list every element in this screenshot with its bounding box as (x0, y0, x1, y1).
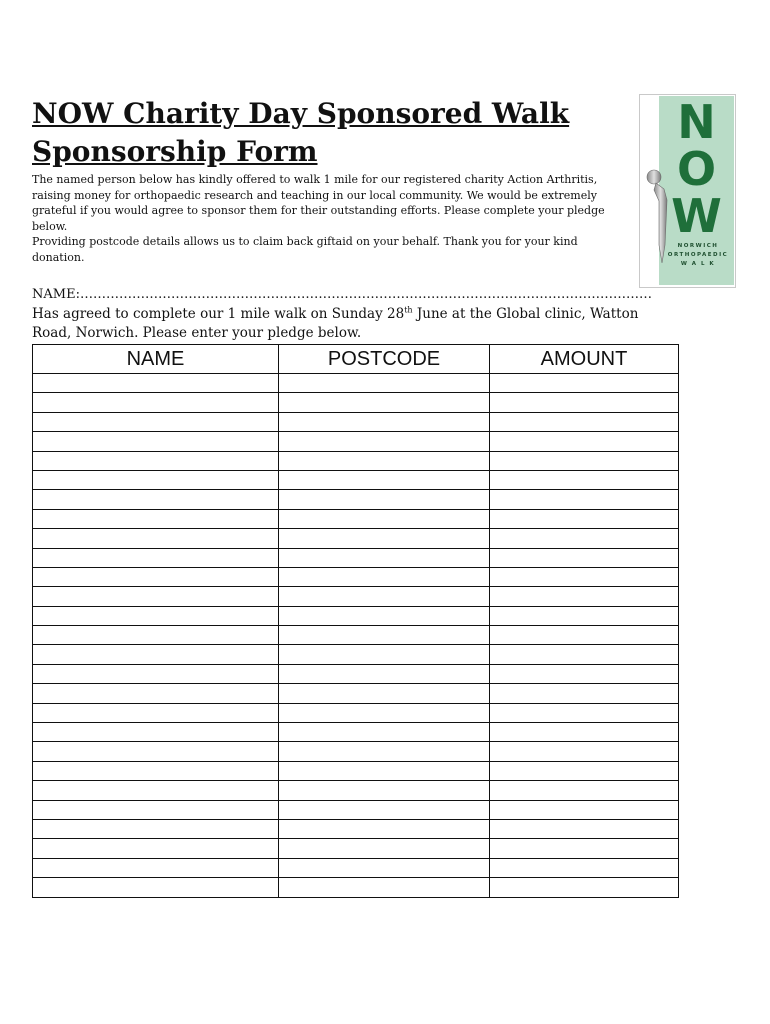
pledge-row (33, 645, 679, 664)
pledge-row (33, 412, 679, 431)
amount-cell[interactable] (490, 567, 679, 586)
postcode-cell[interactable] (279, 587, 490, 606)
pledge-row (33, 742, 679, 761)
amount-cell[interactable] (490, 374, 679, 393)
walk-agreement-text (32, 305, 672, 343)
logo-letter-o: O (676, 142, 717, 196)
postcode-cell[interactable] (279, 684, 490, 703)
name-cell[interactable] (33, 412, 279, 431)
pledge-row (33, 470, 679, 489)
pledge-row (33, 393, 679, 412)
name-cell[interactable] (33, 509, 279, 528)
pledge-row (33, 567, 679, 586)
postcode-cell[interactable] (279, 703, 490, 722)
name-cell[interactable] (33, 451, 279, 470)
pledge-row (33, 529, 679, 548)
amount-cell[interactable] (490, 606, 679, 625)
name-cell[interactable] (33, 529, 279, 548)
amount-cell[interactable] (490, 703, 679, 722)
pledge-row (33, 451, 679, 470)
name-cell[interactable] (33, 645, 279, 664)
amount-cell[interactable] (490, 412, 679, 431)
postcode-cell[interactable] (279, 548, 490, 567)
postcode-cell[interactable] (279, 529, 490, 548)
pledge-row (33, 664, 679, 683)
name-cell[interactable] (33, 800, 279, 819)
postcode-cell[interactable] (279, 626, 490, 645)
amount-cell[interactable] (490, 781, 679, 800)
name-cell[interactable] (33, 548, 279, 567)
intro-paragraph-1: The named person below has kindly offered to walk 1 mile for our registered charity Action Arthritis, raising money for orthopaedic research and teaching in our local community. We would be extremely grateful if you would agree to sponsor them for their outstanding efforts. Please complete your pledge below. (32, 173, 605, 233)
name-cell[interactable] (33, 781, 279, 800)
pledge-row (33, 858, 679, 877)
postcode-cell[interactable] (279, 645, 490, 664)
name-cell[interactable] (33, 723, 279, 742)
pledge-row (33, 509, 679, 528)
name-cell[interactable] (33, 742, 279, 761)
amount-cell[interactable] (490, 664, 679, 683)
intro-text (32, 172, 632, 265)
name-cell[interactable] (33, 490, 279, 509)
pledge-row (33, 800, 679, 819)
amount-cell[interactable] (490, 742, 679, 761)
postcode-cell[interactable] (279, 800, 490, 819)
postcode-cell[interactable] (279, 490, 490, 509)
pledge-rows (33, 374, 679, 898)
amount-cell[interactable] (490, 819, 679, 838)
postcode-cell[interactable] (279, 451, 490, 470)
pledge-table (32, 344, 679, 898)
logo-tagline-3: W A L K (680, 261, 716, 267)
pledge-row (33, 432, 679, 451)
name-cell[interactable] (33, 684, 279, 703)
postcode-cell[interactable] (279, 878, 490, 897)
amount-cell[interactable] (490, 761, 679, 780)
postcode-cell[interactable] (279, 374, 490, 393)
ordinal-suffix: th (404, 305, 413, 315)
amount-cell[interactable] (490, 858, 679, 877)
pledge-row (33, 626, 679, 645)
postcode-cell[interactable] (279, 509, 490, 528)
column-header-amount: AMOUNT (490, 345, 679, 374)
name-cell[interactable] (33, 761, 279, 780)
postcode-cell[interactable] (279, 412, 490, 431)
amount-cell[interactable] (490, 470, 679, 489)
name-cell[interactable] (33, 878, 279, 897)
amount-cell[interactable] (490, 800, 679, 819)
pledge-row (33, 819, 679, 838)
postcode-cell[interactable] (279, 742, 490, 761)
column-header-name: NAME (33, 345, 279, 374)
postcode-cell[interactable] (279, 432, 490, 451)
name-cell[interactable] (33, 587, 279, 606)
name-cell[interactable] (33, 626, 279, 645)
postcode-cell[interactable] (279, 839, 490, 858)
amount-cell[interactable] (490, 684, 679, 703)
postcode-cell[interactable] (279, 781, 490, 800)
pledge-row (33, 490, 679, 509)
form-title (32, 95, 632, 171)
name-cell[interactable] (33, 858, 279, 877)
sponsor-name-line[interactable]: NAME:…………………………………………………………………………………………………………………… (32, 287, 652, 302)
intro-paragraph-2: Providing postcode details allows us to claim back giftaid on your behalf. Thank you for your kind donation. (32, 235, 578, 264)
amount-cell[interactable] (490, 509, 679, 528)
name-cell[interactable] (33, 470, 279, 489)
pledge-row (33, 703, 679, 722)
name-cell[interactable] (33, 839, 279, 858)
logo-letter-w: W (671, 189, 722, 243)
postcode-cell[interactable] (279, 567, 490, 586)
name-cell[interactable] (33, 703, 279, 722)
title-line-2: Sponsorship Form (32, 135, 318, 168)
agreement-text-start: Has agreed to complete our 1 mile walk on Sunday 28 (32, 306, 405, 322)
agreement-text-end: June at the Global clinic, Watton Road, Norwich. Please enter your pledge below. (32, 306, 639, 341)
amount-cell[interactable] (490, 645, 679, 664)
name-cell[interactable] (33, 819, 279, 838)
pledge-row (33, 587, 679, 606)
pledge-table-header (33, 345, 679, 374)
pledge-row (33, 606, 679, 625)
hip-implant-icon (640, 95, 680, 287)
name-cell[interactable] (33, 664, 279, 683)
postcode-cell[interactable] (279, 858, 490, 877)
amount-cell[interactable] (490, 839, 679, 858)
name-cell[interactable] (33, 432, 279, 451)
pledge-row (33, 723, 679, 742)
postcode-cell[interactable] (279, 606, 490, 625)
pledge-row (33, 374, 679, 393)
pledge-row (33, 781, 679, 800)
now-logo (639, 94, 736, 288)
pledge-row (33, 878, 679, 897)
column-header-postcode: POSTCODE (279, 345, 490, 374)
postcode-cell[interactable] (279, 819, 490, 838)
name-cell[interactable] (33, 567, 279, 586)
amount-cell[interactable] (490, 529, 679, 548)
pledge-row (33, 761, 679, 780)
amount-cell[interactable] (490, 548, 679, 567)
amount-cell[interactable] (490, 626, 679, 645)
logo-letter-n: N (677, 95, 716, 149)
pledge-row (33, 839, 679, 858)
amount-cell[interactable] (490, 451, 679, 470)
title-line-1: NOW Charity Day Sponsored Walk (32, 97, 570, 130)
logo-tagline-1: NORWICH (677, 243, 719, 249)
postcode-cell[interactable] (279, 761, 490, 780)
amount-cell[interactable] (490, 723, 679, 742)
postcode-cell[interactable] (279, 723, 490, 742)
name-cell[interactable] (33, 606, 279, 625)
pledge-row (33, 684, 679, 703)
amount-cell[interactable] (490, 432, 679, 451)
postcode-cell[interactable] (279, 470, 490, 489)
pledge-row (33, 548, 679, 567)
amount-cell[interactable] (490, 393, 679, 412)
logo-tagline-2: ORTHOPAEDIC (667, 252, 729, 258)
postcode-cell[interactable] (279, 393, 490, 412)
postcode-cell[interactable] (279, 664, 490, 683)
amount-cell[interactable] (490, 878, 679, 897)
name-cell[interactable] (33, 374, 279, 393)
name-cell[interactable] (33, 393, 279, 412)
amount-cell[interactable] (490, 490, 679, 509)
amount-cell[interactable] (490, 587, 679, 606)
